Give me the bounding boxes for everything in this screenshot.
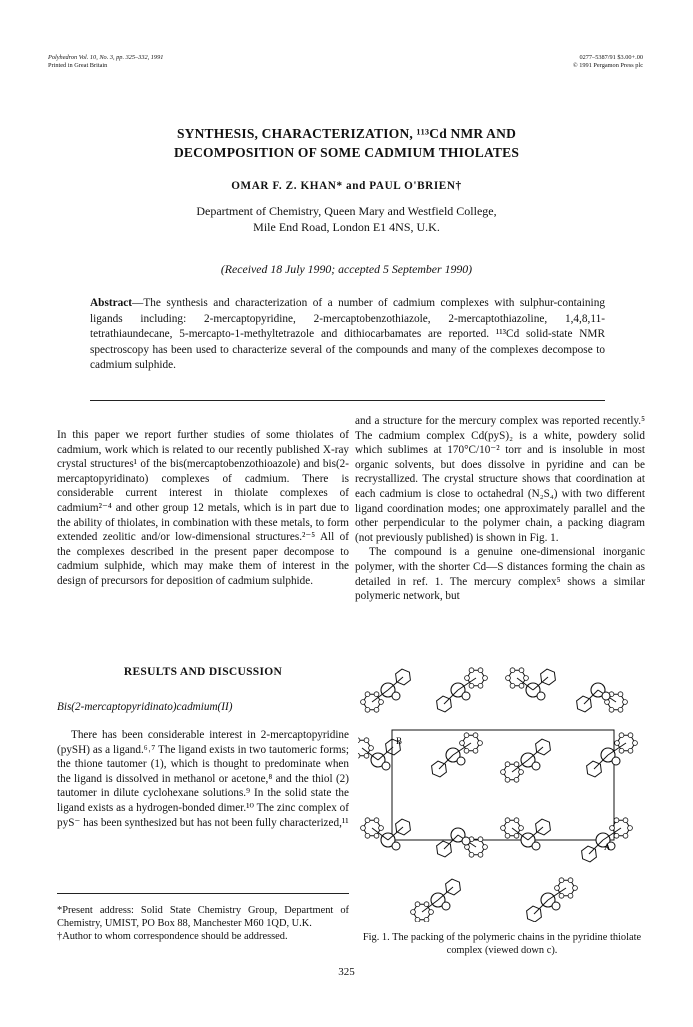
ring-atom: [365, 692, 370, 697]
ring-atom: [510, 668, 515, 673]
copyright-header: [573, 54, 643, 70]
right-column: [355, 414, 645, 604]
footnote-divider: [57, 893, 349, 894]
ring-atom: [364, 738, 369, 743]
ring-atom: [505, 833, 510, 838]
ring-atom: [609, 707, 614, 712]
intro-paragraph: In this paper we report further studies of some thiolates of cadmium, work which is related to our recently published X-ray crystal structures¹ of the bis(mercaptobenzothioazole) and bis(2-mercaptopyridinato) complexes of cadmium. There is considerable current interest in thiolate complexes of cadmium²⁻⁴ and other group 12 metals, which is in part due to the ability of thiolates, in combination with these metals, to form extended zeolitic and/or low-dimensional structures.²⁻⁵ All of the complexes described in the present paper decompose to cadmium sulphide, which may make them of interest in the design of precursors for deposition of cadmium sulphide.: [57, 429, 349, 587]
ring-atom: [374, 818, 379, 823]
ring-atom: [374, 707, 379, 712]
ring-atom: [505, 777, 510, 782]
ring-atom: [473, 733, 478, 738]
affiliation-line-1: Department of Chemistry, Queen Mary and Westfield College,: [196, 204, 497, 218]
figure-caption: Fig. 1. The packing of the polymeric chains in the pyridine thiolate complex (viewed down c).: [362, 932, 642, 956]
ring-atom: [379, 826, 384, 831]
ring-atom: [464, 733, 469, 738]
right-paragraph-2: The compound is a genuine one-dimensional inorganic polymer, with the shorter Cd—S distances forming the chain as detailed in ref. 1. The mercury complex⁵ shows a similar polymeric network, but: [355, 546, 645, 603]
ring-atom: [478, 741, 483, 746]
ring-atom: [483, 845, 488, 850]
ring-atom: [623, 833, 628, 838]
ring-atom: [483, 676, 488, 681]
ring-atom: [424, 917, 429, 922]
ring-atom: [469, 852, 474, 857]
ring-atom: [615, 741, 620, 746]
ring-atom: [429, 910, 434, 915]
ring-atom: [505, 762, 510, 767]
abstract: [90, 296, 605, 374]
sulphur-atom: [392, 692, 400, 700]
ring-atom: [501, 770, 506, 775]
packing-diagram-svg: [358, 660, 646, 922]
ring-atom: [379, 700, 384, 705]
ring-atom: [361, 700, 366, 705]
ring-atom: [555, 886, 560, 891]
body-paragraph: There has been considerable interest in 2-mercaptopyridine (pySH) as a ligand.⁶˒⁷ The ligand exists in two tautomeric forms; the thione tautomer (1), which is thought to predominate when the ligand is dissolved in methanol or acetone,⁸ and the thiol (2) tautomer in dilute cyclohexane solutions.⁹ In the solid state the ligand exists as a hydrogen-bonded dimer.¹⁰ The zinc complex of pyS⁻ has been synthesized but has not been fully characterized,¹¹: [57, 729, 349, 829]
printed-location: Printed in Great Britain: [48, 62, 108, 69]
issn-price: 0277–5387/91 $3.00+.00: [579, 54, 643, 61]
ring-atom: [365, 833, 370, 838]
abstract-divider: [90, 400, 605, 401]
unit-cell-box: [392, 730, 614, 840]
ring-atom: [469, 683, 474, 688]
ring-atom: [628, 733, 633, 738]
sulphur-atom: [462, 692, 470, 700]
footnotes: [57, 904, 349, 944]
ring-atom: [568, 893, 573, 898]
ring-atom: [614, 818, 619, 823]
ring-atom: [559, 878, 564, 883]
ring-atom: [524, 676, 529, 681]
sulphur-atom: [382, 762, 390, 770]
ring-atom: [628, 826, 633, 831]
subsection-heading: Bis(2-mercaptopyridinato)cadmium(II): [57, 701, 233, 713]
ring-atom: [374, 692, 379, 697]
sulphur-atom: [462, 837, 470, 845]
ring-atom: [358, 753, 360, 758]
ring-atom: [514, 833, 519, 838]
ring-atom: [506, 676, 511, 681]
copyright-notice: © 1991 Pergamon Press plc: [572, 62, 643, 69]
title-line-2: DECOMPOSITION OF SOME CADMIUM THIOLATES: [173, 145, 520, 160]
footnote-present-address: *Present address: Solid State Chemistry Group, Department of Chemistry, UMIST, PO Box 88, Manchester M60 1QD, U.K.: [57, 905, 349, 930]
ring-atom: [478, 837, 483, 842]
ring-atom: [514, 777, 519, 782]
ring-atom: [559, 893, 564, 898]
ring-atom: [478, 683, 483, 688]
ring-atom: [619, 748, 624, 753]
sulphur-atom: [552, 902, 560, 910]
sulphur-atom: [532, 762, 540, 770]
ring-atom: [415, 917, 420, 922]
sulphur-atom: [532, 842, 540, 850]
ring-atom: [369, 746, 374, 751]
ring-atom: [411, 910, 416, 915]
ring-atom: [573, 886, 578, 891]
sulphur-atom: [602, 692, 610, 700]
ring-atom: [465, 676, 470, 681]
title-line-1: SYNTHESIS, CHARACTERIZATION, ¹¹³Cd NMR AND: [176, 126, 517, 141]
footnote-correspondence: †Author to whom correspondence should be addressed.: [57, 931, 288, 943]
ring-atom: [519, 770, 524, 775]
ring-atom: [364, 753, 369, 758]
abstract-text: —The synthesis and characterization of a number of cadmium complexes with sulphur-containing ligands including: 2-mercaptopyridine, 2-mercaptobenzothiazole, 2-mercaptothiazoline, 1,4,8,11-tetrathiaundecane, 5-mercapto-1-methyltetrazole and dithiocarbamates are reported. ¹¹³Cd solid-state NMR spectroscopy has been used to characterize several of the compounds and many of the complexes decompose to cadmium sulphide.: [90, 297, 605, 371]
ring-atom: [519, 826, 524, 831]
sulphur-atom: [442, 902, 450, 910]
ring-atom: [365, 818, 370, 823]
left-column-body: [57, 728, 349, 830]
ring-atom: [614, 833, 619, 838]
affiliation-line-2: Mile End Road, London E1 4NS, U.K.: [253, 220, 440, 234]
ring-atom: [610, 826, 615, 831]
axis-label-a: A: [604, 842, 611, 852]
ring-atom: [628, 748, 633, 753]
ring-atom: [623, 700, 628, 705]
ring-atom: [623, 818, 628, 823]
ring-atom: [633, 741, 638, 746]
ring-atom: [478, 852, 483, 857]
ring-atom: [519, 668, 524, 673]
ring-atom: [415, 902, 420, 907]
sulphur-atom: [612, 757, 620, 765]
abstract-label: Abstract: [90, 297, 133, 309]
sulphur-atom: [537, 692, 545, 700]
axis-label-b: B: [396, 736, 403, 746]
sulphur-atom: [392, 842, 400, 850]
journal-header: [48, 54, 163, 70]
ring-atom: [424, 902, 429, 907]
ring-atom: [464, 748, 469, 753]
ring-atom: [568, 878, 573, 883]
paper-title: [0, 124, 693, 162]
ring-atom: [365, 707, 370, 712]
ring-atom: [514, 818, 519, 823]
journal-citation: Polyhedron Vol. 10, No. 3, pp. 325–332, 1991: [48, 54, 164, 61]
ring-atom: [469, 668, 474, 673]
ring-atom: [473, 748, 478, 753]
ring-atom: [618, 707, 623, 712]
authors: OMAR F. Z. KHAN* and PAUL O'BRIEN†: [231, 180, 462, 192]
ring-atom: [510, 683, 515, 688]
ring-atom: [374, 833, 379, 838]
left-column-intro: [57, 428, 349, 589]
ring-atom: [361, 826, 366, 831]
ring-atom: [501, 826, 506, 831]
ring-atom: [619, 733, 624, 738]
affiliation: [0, 203, 693, 235]
ring-atom: [519, 683, 524, 688]
received-dates: (Received 18 July 1990; accepted 5 September 1990): [220, 262, 473, 276]
ring-atom: [618, 692, 623, 697]
ring-atom: [514, 762, 519, 767]
sulphur-atom: [457, 757, 465, 765]
ring-atom: [478, 668, 483, 673]
ring-atom: [358, 738, 360, 743]
right-paragraph-1: and a structure for the mercury complex was reported recently.⁵ The cadmium complex Cd(pyS)₂ is a white, powdery solid which sublimes at 170°C/10⁻² torr and is insoluble in most organic solvents, but does dissolve in pyridine and can be recrystallized. The crystal structure shows that coordination at each cadmium is close to octahedral (N₂S₄) with two different ligand coordination modes; one approximately parallel and the other perpendicular to the polymer chain, a packing diagram (not previously published) is shown in Fig. 1.: [355, 415, 645, 544]
ring-atom: [505, 818, 510, 823]
page-number: 325: [338, 966, 355, 978]
figure-packing-diagram: [358, 660, 646, 922]
ring-atom: [460, 741, 465, 746]
section-heading: RESULTS AND DISCUSSION: [123, 666, 283, 678]
